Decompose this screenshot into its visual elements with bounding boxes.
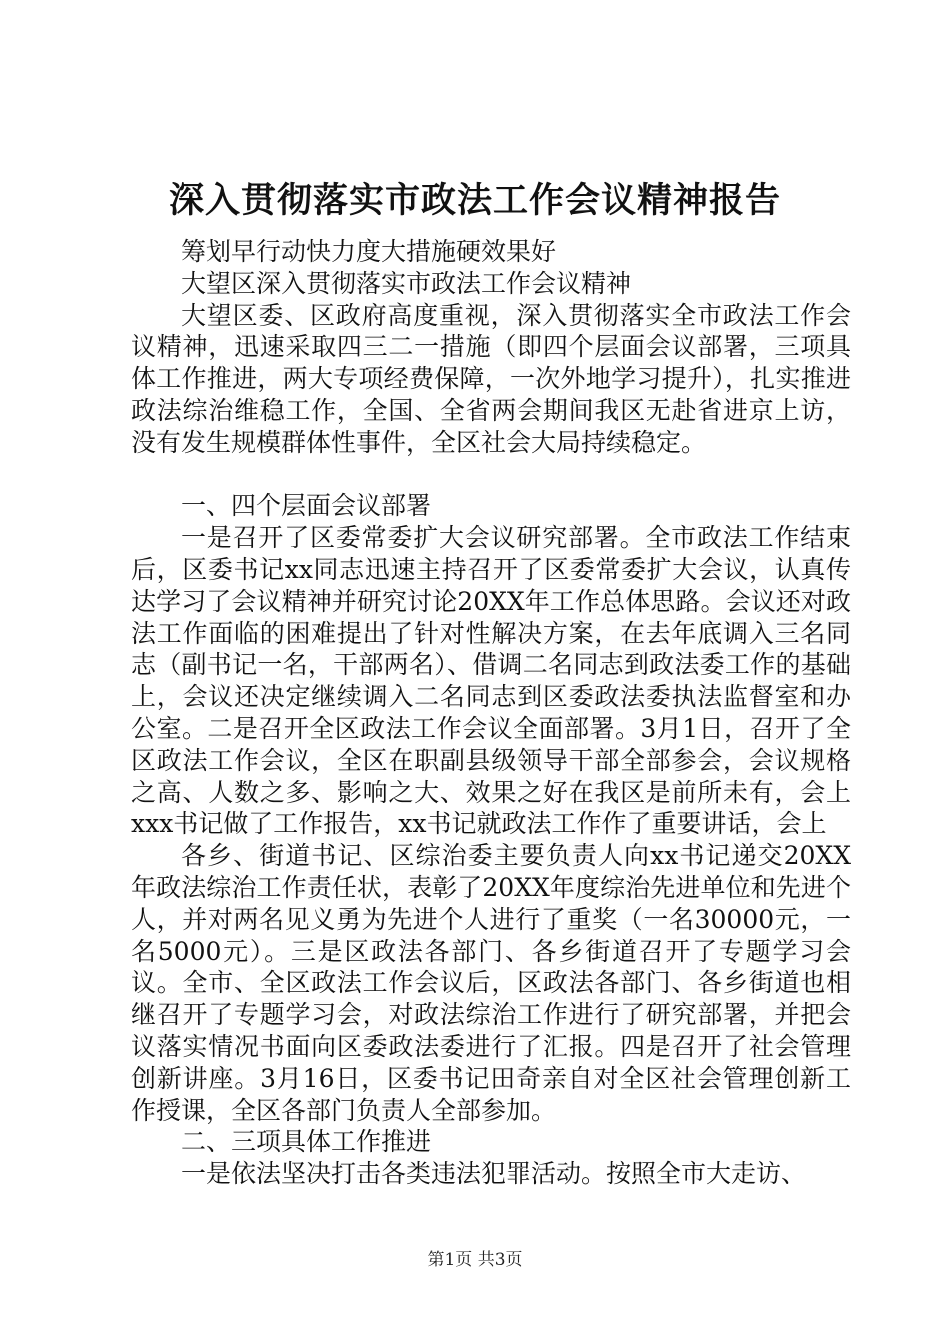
subtitle-slogan: 筹划早行动快力度大措施硬效果好 xyxy=(181,237,557,266)
document-body xyxy=(131,236,851,1190)
intro-paragraph: 大望区委、区政府高度重视，深入贯彻落实全市政法工作会议精神，迅速采取四三二一措施（即四个层面会议部署，三项具体工作推进，两大专项经费保障，一次外地学习提升），扎实推进政法综治维稳工作，全国、全省两会期间我区无赴省进京上访，没有发生规模群体性事件，全区社会大局持续稳定。 xyxy=(131,300,851,457)
section-heading-1: 一、四个层面会议部署 xyxy=(181,491,432,521)
section-heading-2: 二、三项具体工作推进 xyxy=(181,1127,432,1157)
document-title: 深入贯彻落实市政法工作会议精神报告 xyxy=(168,180,781,221)
body-paragraph: 各乡、街道书记、区综治委主要负责人向xx书记递交20XX年政法综治工作责任状，表彰了20XX年度综治先进单位和先进个人，并对两名见义勇为先进个人进行了重奖（一名30000元，一名5000元）。三是区政法各部门、各乡街道召开了专题学习会议。全市、全区政法工作会议后，区政法各部门、各乡街道也相继召开了专题学习会，对政法综治工作进行了研究部署，并把会议落实情况书面向区委政法委进行了汇报。四是召开了社会管理创新讲座。3月16日，区委书记田奇亲自对全区社会管理创新工作授课，全区各部门负责人全部参加。 xyxy=(131,841,851,1125)
body-paragraph: 一是依法坚决打击各类违法犯罪活动。按照全市大走访、 xyxy=(181,1159,807,1189)
subtitle-district: 大望区深入贯彻落实市政法工作会议精神 xyxy=(181,268,632,298)
body-paragraph: 一是召开了区委常委扩大会议研究部署。全市政法工作结束后，区委书记xx同志迅速主持召开了区委常委扩大会议，认真传达学习了会议精神并研究讨论20XX年工作总体思路。会议还对政法工作面临的困难提出了针对性解决方案，在去年底调入三名同志（副书记一名，干部两名）、借调二名同志到政法委工作的基础上，会议还决定继续调入二名同志到区委政法委执法监督室和办公室。二是召开全区政法工作会议全面部署。3月1日，召开了全区政法工作会议，全区在职副县级领导干部全部参会，会议规格之高、人数之多、影响之大、效果之好在我区是前所未有，会上xxx书记做了工作报告，xx书记就政法工作作了重要讲话，会上 xyxy=(131,523,851,839)
page-footer: 第1页 共3页 xyxy=(427,1250,523,1270)
